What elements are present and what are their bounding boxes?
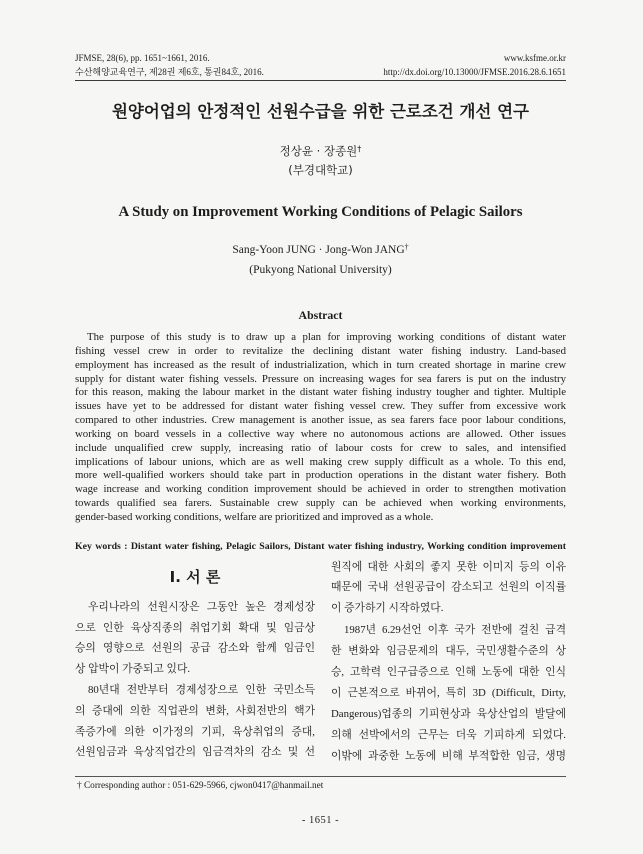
footnote-text: Corresponding author : 051-629-5966, cjwon0417@hanmail.net [83, 781, 324, 791]
body-text-line: 의해 선박에서의 근무는 더욱 기피하게 되었다. [331, 728, 566, 741]
body-text-line: 상 압박이 가중되고 있다. [75, 662, 191, 675]
abstract-line: include unqualified crew supply, increasing ratio of labour costs for crew to sales, and intensified [75, 441, 566, 454]
body-text-line: 이 근본적으로 바뀌어, 특히 3D (Difficult, Dirty, [331, 686, 566, 699]
abstract-line: wage increase and working condition improvement should be achieved in order to strengthen motivation [75, 483, 566, 496]
journal-citation-kr: 수산해양교육연구, 제28권 제6호, 통권84호, 2016. [75, 67, 264, 77]
body-text-line: Dangerous)업종의 기피현상과 육상산업의 발달에 [331, 707, 566, 720]
body-text-line: 때문에 국내 선원공급이 감소되고 선원의 이직률 [331, 581, 566, 594]
abstract-line: The purpose of this study is to draw up a plan for improving working conditions of distant water [87, 331, 566, 343]
abstract-line: fishing vessel crew in order to revitalize the declining distant water fishing industry. Land-based [75, 344, 566, 357]
abstract-heading: Abstract [298, 308, 343, 322]
korean-title: 원양어업의 안정적인 선원수급을 위한 근로조건 개선 연구 [111, 102, 529, 121]
body-text-line: 80년대 전반부터 경제성장으로 인한 국민소득 [88, 684, 315, 697]
page-number: - 1651 - [301, 815, 340, 826]
english-affiliation: (Pukyong National University) [249, 264, 392, 276]
abstract-line: gender-based working conditions, welfare are prioritized and improved as a whole. [75, 510, 434, 523]
footnote-mark: † [77, 781, 82, 791]
body-text-line: 이밖에 과중한 노동에 비해 부적합한 임금, 생명 [331, 749, 566, 762]
body-text-line: 원직에 대한 사회의 좋지 못한 이미지 등의 이유 [331, 560, 566, 573]
section-heading-introduction: Ⅰ. 서 론 [169, 568, 221, 586]
korean-author-names: 정상윤 · 장종원 [279, 144, 358, 158]
abstract-line: implications of labour unions, which are as well making crew supply difficult as a whole. To this end, [75, 455, 566, 468]
abstract-line: more well-qualified workers should take part in production operations in the distant water fishery. Both [75, 469, 566, 482]
abstract-line: compared to other industries. Crew management is another issue, as sea farers face poor labour conditions, [75, 414, 566, 427]
abstract-line: employment has increased as the result of industrialization, which in turn created shortage in marine crew [75, 358, 566, 371]
footnote [77, 779, 323, 793]
journal-citation-en: JFMSE, 28(6), pp. 1651~1661, 2016. [75, 53, 210, 63]
abstract-line: for this reason, making the labour market in the distant water fishing industry tougher and tighter. Multiple [75, 386, 566, 399]
body-text-line: 1987년 6.29선언 이후 국가 전반에 걸친 급격 [344, 624, 566, 637]
footnote-divider [75, 776, 566, 777]
body-text-line: 승의 영향으로 선원의 공급 감소와 함께 임금인 [75, 642, 315, 655]
body-text-line: 선원임금과 육상직업간의 임금격차의 감소 및 선 [75, 746, 315, 759]
abstract-body [75, 331, 566, 525]
english-authors [75, 242, 566, 258]
body-column-left [75, 597, 315, 763]
journal-website-link[interactable]: www.ksfme.or.kr [503, 53, 566, 63]
english-title: A Study on Improvement Working Conditions of Pelagic Sailors [118, 204, 523, 220]
english-author-names: Sang-Yoon JUNG · Jong-Won JANG [232, 244, 405, 256]
body-column-right [331, 557, 566, 767]
body-text-line: 한 변화와 임금문제의 대두, 국민생활수준의 상 [331, 645, 566, 658]
journal-links [383, 51, 566, 79]
korean-authors [75, 143, 566, 159]
abstract-line: supply for distant water fishing vessels. Pressure on increasing wages for sea farers is put on the industry [75, 372, 566, 385]
abstract-line: towards qualified sea farers. Sustainable crew supply can be achieved when working environments, [75, 497, 566, 510]
corresponding-author-mark: † [357, 144, 362, 154]
body-text-line: 우리나라의 선원시장은 그동안 높은 경제성장 [88, 601, 315, 613]
journal-citation [75, 51, 264, 79]
body-text-line: 족증가에 의한 이가정의 기피, 육상취업의 증대, [75, 725, 315, 738]
doi-link[interactable]: http://dx.doi.org/10.13000/JFMSE.2016.28.6.1651 [383, 67, 566, 77]
keywords-value: Distant water fishing, Pelagic Sailors, Distant water fishing industry, Working condition improvement [130, 541, 566, 552]
body-text-line: 이 증가하기 시작하였다. [331, 602, 444, 615]
header-divider [75, 80, 566, 81]
body-text-line: 승, 고학력 인구급증으로 인해 노동에 대한 인식 [331, 665, 566, 678]
keywords [75, 540, 566, 554]
abstract-line: issues have yet to be addressed for distant water fishing vessel crew. They suffer from excessive work [75, 400, 566, 413]
body-text-line: 으로 인한 육상직종의 취업기회 확대 및 임금상 [75, 621, 315, 634]
keywords-label: Key words : [75, 541, 128, 552]
corresponding-author-mark: † [404, 242, 409, 252]
korean-affiliation: (부경대학교) [288, 163, 353, 177]
abstract-line: working on board vessels in a collective way where no autonomous actions are allowed. Other issues [75, 427, 566, 440]
body-text-line: 의 증대에 의한 직업관의 변화, 사회전반의 핵가 [75, 704, 315, 717]
